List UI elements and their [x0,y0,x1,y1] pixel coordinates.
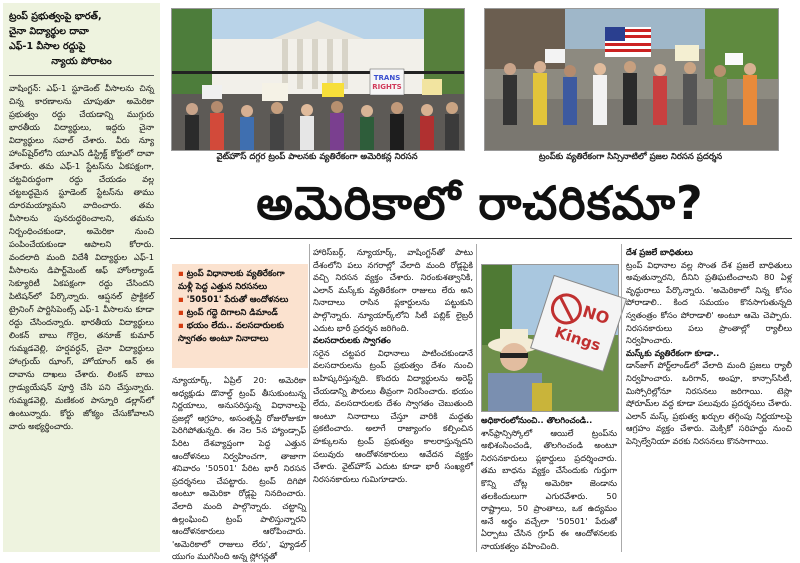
article-column-4 [626,246,792,552]
highlight-item: ▪ '50501' పేరుతో ఆందోళనలు [178,295,289,305]
sidebar-headline-line: ఎఫ్-1 వీసాల రద్దుపై [9,41,86,52]
column-divider [309,244,310,552]
bullet-icon: ▪ [178,269,187,279]
article-text: సరైన చట్టపర విధానాలు పాటించకుండానే వలసదారులను ట్రంప్ ప్రభుత్వం దేశం నుంచి బహిష్కరిస్తున్నది. కొందరు విద్యార్థులను అరెస్ట్ చేయడాన్ని పౌరులు తీవ్రంగా నిరసించారు. భయం లేదు, వలసదారులకు దేశం స్వాగతం చెబుతుంది అంటూ నినాదాలు చేస్తూ వారికి మద్దతు ప్రకటించారు. అలాగే రాజ్యాంగం కల్పించిన హక్కులను ట్రంప్ ప్రభుత్వం కాలరాస్తున్నదని పలువురు ఆందోళనకారులు ఆవేదన వ్యక్తం చేశారు. వైట్‌హౌస్ ఎదుట కూడా భారీ సంఖ్యలో నిరసనకారులు గుమిగూడారు. [313,347,473,484]
sidebar-body: వాషింగ్టన్: ఎఫ్-1 స్టూడెంట్ వీసాలను చిన్న చిన్న కారణాలను చూపుతూ అమెరికా ప్రభుత్వం రద్దు చేయడాన్ని ముగ్గురు భారతీయ విద్యార్థులు, ఇద్దరు చైనా విద్యార్థులు సవాల్ చేశారు. వీరు న్యూ హాంప్‌షైర్‌లోని యూఎస్ డిస్ట్రిక్ట్ కోర్టులో దావా వేశారు. తమ ఎఫ్-1 స్టేటస్‌ను ఏకపక్షంగా, చట్టవిరుద్ధంగా రద్దు చేయడం వల్ల చట్టబద్ధమైన స్టూడెంట్ స్టేటస్‌ను తాము దూరమయ్యామని వాదించారు. తమ వీసాలను పునరుద్ధరించాలని, తమను నిర్బంధించకుండా, అమెరికా నుంచి పంపించేయకుండా ఆపాలని కోరారు. వందలాది మంది విదేశీ విద్యార్థుల ఎఫ్-1 వీసాలను డిపార్ట్‌మెంట్ ఆఫ్ హోంల్యాండ్ సెక్యూరిటీ ఏకపక్షంగా రద్దు చేసిందని పిటిషన్‌లో పేర్కొన్నారు. ఆప్షనల్ ప్రాక్టికల్ ట్రైనింగ్ పార్టిసిపెంట్స్ ఎఫ్-1 వీసాలను కూడా రద్దు చేసిందన్నారు. భారతీయ విద్యార్థులు లింకన్ బాబు గొర్రెల, తనూజ్ కుమార్ గుమ్మడవెల్లి, హర్షవర్ధన్, చైనా విద్యార్థులు హాంగ్రుయ్ ఝాంగ్, హోయాంగ్ ఆన్ ఈ దావాను దాఖలు చేశారు. లింకన్ బాబు గ్రాడ్యుయేషన్ పూర్తి చేసి పని చేస్తున్నారు. గుమ్మడవెల్లి, మణికంఠ పాస్నూరి డల్లాస్‌లో ఉంటున్నారు. కోర్టు జోక్యం చేసుకోవాలని వారు అభ్యర్థించారు. [9,83,154,431]
photo-white-house-protest [171,8,465,151]
article-text: ట్రంప్ విధానాల వల్ల సొంత దేశ ప్రజలే బాధితులు అవుతున్నారని, దీనిని ప్రతిఘటించాలని 80 ఏళ్ల వృద్ధురాలు పేర్కొన్నారు. 'అమెరికాలో నిన్న కోసం పోరాడాలి.. కింద సమయం కొనసాగుతున్నది స్వతంత్రం కోసం పోరాడాలి' అంటూ ఆమె చెప్పారు. నిరసనకారులు పలు ప్రాంతాల్లో ర్యాలీలు నిర్వహించారు. [626,259,792,346]
sidebar-headline-line: చైనా విద్యార్థుల దావా [9,26,89,37]
sign-text: NO [580,301,612,329]
highlight-item: ▪ భయం లేదు.. వలసదారులకు [178,321,284,331]
sidebar-headline-line: ట్రంప్ ప్రభుత్వంపై భారత్, [9,11,102,22]
white-house-image [172,9,464,150]
divider [170,238,792,239]
article-column-2 [313,246,473,552]
subheading: మస్క్‌కు వ్యతిరేకంగా కూడా.. [626,347,720,358]
article-text: న్యూయార్క్, ఏప్రిల్ 20: అమెరికా అధ్యక్షుడు డొనాల్డ్ ట్రంప్ తీసుకుంటున్న నిర్ణయాలు, అనుసరిస్తున్న విధానాలపై ప్రజల్లో ఆగ్రహం, అసంతృప్తి రోజురోజుకూ పెరిగిపోతున్నది. ఈ నెల 5న హ్యాండ్సాఫ్ పేరిట దేశవ్యాప్తంగా పెద్ద ఎత్తున ఆందోళనలు నిర్వహించగా, తాజాగా శనివారం '50501' పేరిట భారీ నిరసన ప్రదర్శనలు చేపట్టారు. ట్రంప్ దిగిపో అంటూ అమెరికా రోడ్లపై నినదించారు. వేలాది మంది పాల్గొన్నారు. చట్టాన్ని ఉల్లంఘించి ట్రంప్ పాలిస్తున్నారని ఆందోళనకారులు ఆరోపించారు. 'అమెరికాలో రాజులు లేరు', ఫ్యూడల్ యుగం ముగిసింది అన్న స్లోగన్లతో [172,375,306,562]
photo-cincinnati-protest [484,8,779,151]
cincinnati-image [485,9,778,150]
sign-text: Kings [552,323,603,355]
sidebar-story [3,3,160,552]
bullet-icon: ▪ [178,295,187,305]
highlight-item: ▪ ట్రంప్ విధానాలకు వ్యతిరేకంగా [178,269,285,279]
main-headline: అమెరికాలో రాచరికమా? [256,176,704,230]
sidebar-headline [3,3,160,73]
sidebar-headline-line: న్యాయ పోరాటం [51,56,112,67]
photo-caption-right: ట్రంప్‌కు వ్యతిరేకంగా సిన్సినాటిలో ప్రజల నిరసన ప్రదర్శన [538,152,723,162]
no-kings-image [482,265,618,411]
article-text: హారిస్‌బర్గ్, న్యూయార్క్, వాషింగ్టన్‌తో పాటు దేశంలోని పలు నగరాల్లో వేలాది మంది రోడ్లపైకి వచ్చి నిరసన వ్యక్తం చేశారు. నిరంకుశత్వానికి, ఎలాన్ మస్క్‌కు వ్యతిరేకంగా రాజులు లేరు అని నినాదాలు రాసిన ప్లకార్డులను పట్టుకుని పాల్గొన్నారు. న్యూయార్క్‌లోని సిటీ పబ్లిక్ లైబ్రరీ ఎదుట భారీ ప్రదర్శన జరిగింది. [313,247,473,333]
column-divider [476,244,477,552]
article-column-1 [172,374,306,562]
bullet-icon: ▪ [178,308,187,318]
article-column-3 [481,414,617,552]
subheading: వలసదారులకు స్వాగతం [313,335,391,346]
photo-no-kings-protester [481,264,619,412]
subheading: అధికారంలోనుంచి.. తొలగించండి.. [481,415,593,425]
bullet-icon: ▪ [178,321,187,331]
article-text: డాన్‌జాగ్ పోర్ట్‌లాండ్‌లో వేలాది మంది ప్రజలు ర్యాలీ నిర్వహించారు. ఒరిగాన్, అంఫూ, కాన్సాస్‌సిటీ, మిస్సోరిల్లోనూ నిరసనలు జరిగాయి. టెస్లా షోరూమ్‌ల వద్ద కూడా పలువురు ప్రదర్శనలు చేశారు. ఎలాన్ మస్క్ ప్రభుత్వ ఖర్చుల తగ్గింపు నిర్ణయాలపై ఆగ్రహం వ్యక్తం చేశారు. మెక్సికో సరిహద్దు నుంచి పెన్సిల్వేనియా వరకు నిరసనలు కొనసాగాయి. [626,360,792,446]
subheading: దేశ ప్రజలే బాధితులు [626,247,693,257]
sign-text: TRANS [373,74,401,82]
divider [9,75,154,76]
sign-text: RIGHTS [372,83,402,91]
highlight-item: స్వాగతం అంటూ నినాదాలు [178,334,269,344]
highlights-box [172,264,308,368]
article-text: శాన్‌ఫ్రాన్సిస్కోలో ఆయిలే ట్రంప్‌ను అభిశంసించండి, తొలగించండి అంటూ నిరసనకారులు ప్లకార్డులు ప్రదర్శించారు. తమ బాధను వ్యక్తం చేసేందుకు గుర్తుగా కొన్ని చోట్ల అమెరికా జెండాను తలకిందులుగా ఎగురవేశారు. 50 రాష్ట్రాలు, 50 ప్రాంతాలు, ఒక ఉద్యమం అనే అర్థం వచ్చేలా '50501' పేరుతో ఏర్పాటు చేసిన గ్రూప్ ఈ ఆందోళనలకు నాయకత్వం వహించింది. [481,427,617,551]
highlight-item: మళ్లీ పెద్ద ఎత్తున నిరసనలు [178,282,268,292]
photo-caption-left: వైట్‌హౌస్ దగ్గర ట్రంప్ పాలనకు వ్యతిరేకంగా అమెరికన్ల నిరసన [216,152,418,162]
column-divider [621,244,622,552]
highlight-item: ▪ ట్రంప్ గద్దె దిగాలని డిమాండ్ [178,308,278,318]
